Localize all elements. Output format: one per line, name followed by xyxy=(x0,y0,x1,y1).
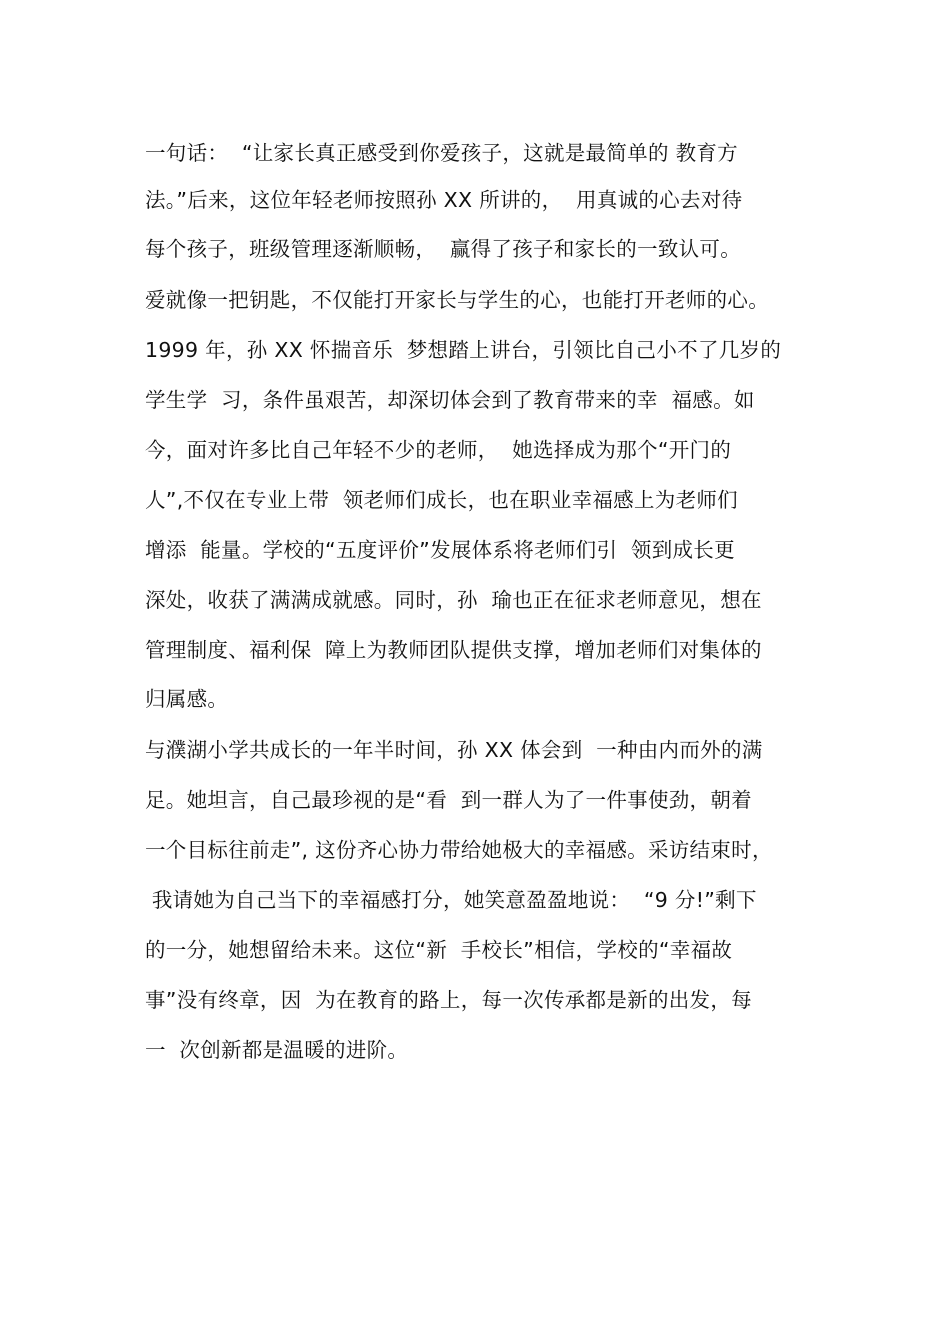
text-line: 每个孩子，班级管理逐渐顺畅， 赢得了孩子和家长的一致认可。 xyxy=(145,237,742,261)
text-line: 的一分，她想留给未来。这位“新 手校长”相信，学校的“幸福故 xyxy=(145,938,733,962)
text-line: 一句话： “让家长真正感受到你爱孩子，这就是最简单的 教育方 xyxy=(145,141,738,165)
text-line: 一个目标往前走”, 这份齐心协力带给她极大的幸福感。采访结束时， xyxy=(145,838,773,862)
text-line: 与濮湖小学共成长的一年半时间，孙 XX 体会到 一种由内而外的满 xyxy=(145,738,763,762)
text-line: 归属感。 xyxy=(145,687,229,711)
text-line: 1999 年，孙 XX 怀揣音乐 梦想踏上讲台，引领比自己小不了几岁的 xyxy=(145,338,782,362)
text-line: 足。她坦言，自己最珍视的是“看 到一群人为了一件事使劲，朝着 xyxy=(145,788,752,812)
text-line: 增添 能量。学校的“五度评价”发展体系将老师们引 领到成长更 xyxy=(145,538,735,562)
text-line: 我请她为自己当下的幸福感打分，她笑意盈盈地说： “9 分!”剩下 xyxy=(145,888,757,912)
text-line: 人”,不仅在专业上带 领老师们成长，也在职业幸福感上为老师们 xyxy=(145,488,738,512)
text-line: 管理制度、福利保 障上为教师团队提供支撑，增加老师们对集体的 xyxy=(145,638,762,662)
text-line: 学生学 习，条件虽艰苦，却深切体会到了教育带来的幸 福感。如 xyxy=(145,388,755,412)
text-line: 事”没有终章，因 为在教育的路上，每一次传承都是新的出发，每 xyxy=(145,988,752,1012)
text-line: 法。”后来，这位年轻老师按照孙 XX 所讲的， 用真诚的心去对待 xyxy=(145,188,743,212)
text-line: 爱就像一把钥匙，不仅能打开家长与学生的心，也能打开老师的心。 xyxy=(145,288,769,312)
text-line: 一 次创新都是温暖的进阶。 xyxy=(145,1038,409,1062)
text-line: 深处，收获了满满成就感。同时，孙 瑜也正在征求老师意见，想在 xyxy=(145,588,762,612)
text-line: 今，面对许多比自己年轻不少的老师， 她选择成为那个“开门的 xyxy=(145,438,732,462)
